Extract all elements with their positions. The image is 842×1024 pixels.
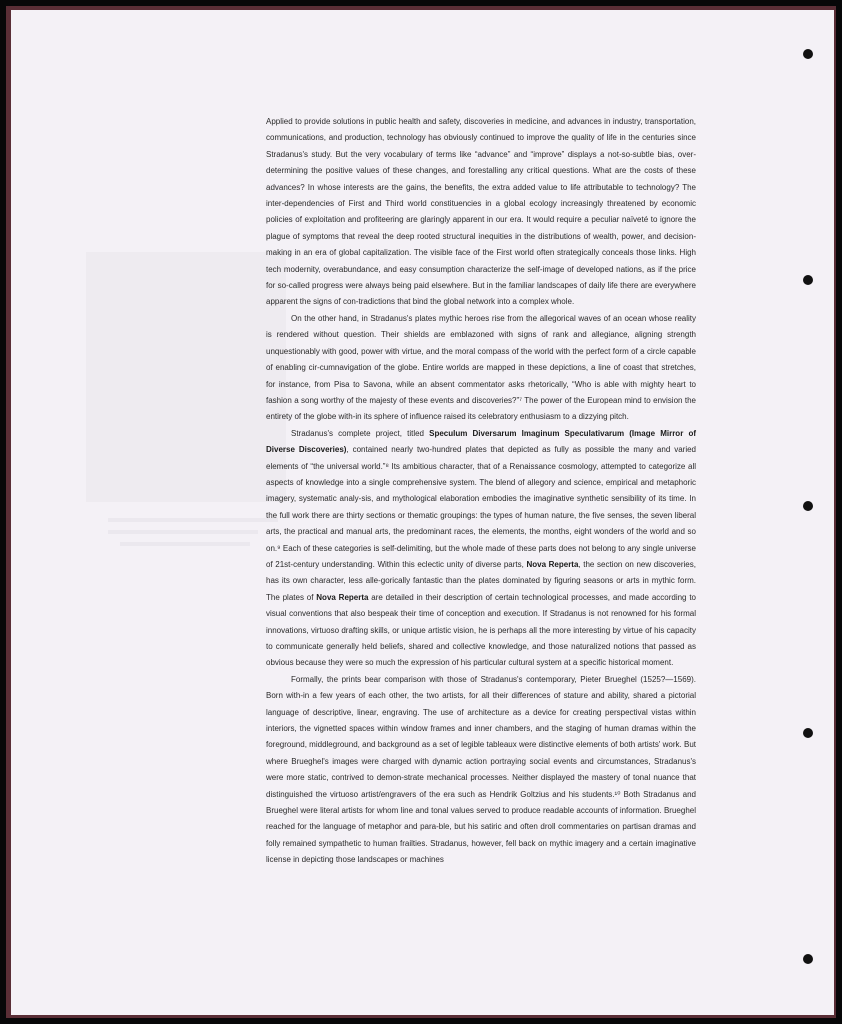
emphasized-title: Nova Reperta [316,592,369,602]
body-text [266,114,696,869]
paragraph [266,311,696,426]
emphasized-title: Speculum Diversarum Imaginum Speculativarum (Image Mirror of Diverse Discoveries) [266,428,696,455]
text-run: , the section on new discoveries, has its own character, less alle-gorically fantastic than the plates dominated by figuring seasons or arts in mythic form. The plates of [266,559,696,602]
binder-hole [803,501,813,511]
paragraph [266,114,696,311]
text-run: Formally, the prints bear comparison with those of Stradanus's contemporary, Pieter Brueghel (1525?—1569). Born with-in a few years of each other, the two artists, for all their differences of stature and ability, shared a pictorial language of descriptive, linear, engraving. The use of architecture as a device for creating perspectival vistas within interiors, the vignetted spaces within window frames and inner chambers, and the staging of human dramas within the foreground, middleground, and background as a set of legible tableaux were distinctive elements of both artists' work. But where Brueghel's images were charged with dynamic action portraying social events and circumstances, Stradanus's were more static, contrived to demon-strate mechanical processes. Neither displayed the mastery of tonal nuance that distinguished the virtuoso artist/engravers of the era such as Hendrik Goltzius and his students.¹⁰ Both Stradanus and Brueghel were literal artists for whom line and tonal values served to produce readable accounts of information. Brueghel reached for the language of metaphor and para-ble, but his satiric and often droll commentaries on partisan dramas and folly remained sympathetic to human frailties. Stradanus, however, fell back on mythic imagery and a certain imaginative license in depicting those landscapes or machines [266,674,696,865]
binder-hole [803,49,813,59]
emphasized-title: Nova Reperta [526,559,579,569]
paragraph [266,426,696,672]
show-through-image [86,252,286,502]
show-through-caption [120,542,250,546]
binder-hole [803,275,813,285]
show-through-caption [108,530,258,534]
show-through-caption [108,518,278,522]
text-run: Stradanus's complete project, titled [291,428,430,438]
paragraph [266,672,696,869]
text-run: On the other hand, in Stradanus's plates mythic heroes rise from the allegorical waves of an ocean whose reality is rendered without question. Their shields are emblazoned with signs of rank and allegiance, aligning strength unquestionably with good, power with virtue, and the moral compass of the world with the perfect form of a circle capable of enabling cir-cumnavigation of the globe. Entire worlds are mapped in these depictions, a line of coast that stretches, for instance, from Pisa to Savona, while an absent commentator asks rhetorically, “Who is able with mighty heart to fashion a song worthy of the majesty of these events and discoveries?”⁷ The power of the European mind to envision the entirety of the globe with-in its sphere of influence raised its celebratory enthusiasm to a dizzying pitch. [266,313,696,422]
binder-hole [803,954,813,964]
text-run: , contained nearly two-hundred plates that depicted as fully as possible the many and varied elements of “the universal world.”⁸ Its ambitious character, that of a Renaissance cosmology, attempted to categorize all aspects of knowledge into a single comprehensive system. The blend of allegory and science, empirical and metaphoric imagery, systematic analy-sis, and mythological elaboration embodies the imaginative synthetic sensibility of its time. In the full work there are thirty sections or thematic groupings: the types of human nature, the five senses, the seven liberal arts, the practical and manual arts, the predominant races, the elements, the months, eight wonders of the world and so on.⁹ Each of these categories is self-delimiting, but the whole made of these parts does not belong to any single universe of 21st-century understanding. Within this eclectic unity of diverse parts, [266,445,697,569]
text-run: are detailed in their description of certain technological processes, and made according to visual conventions that also bespeak their time of conception and execution. If Stradanus is not renowned for his formal innovations, virtuoso drafting skills, or unique artistic vision, he is perhaps all the more interesting by virtue of his capacity to communicate generally held beliefs, shared and collective knowledge, and those naturalized notions that passed as obvious because they were so much the expression of his particular cultural system at a specific historical moment. [266,592,697,668]
binder-hole [803,728,813,738]
text-run: Applied to provide solutions in public health and safety, discoveries in medicine, and advances in industry, transportation, communications, and production, technology has obviously continued to improve the quality of life in the centuries since Stradanus's study. But the very vocabulary of terms like “advance” and “improve” displays a not-so-subtle bias, over-determining the positive values of these changes, and forestalling any critical questions. What are the costs of these advances? In whose interests are the gains, the benefits, the extra added value to life attributable to technology? The inter-dependencies of First and Third world constituencies in a global ecology increasingly threatened by economic policies of exploitation and profiteering are glaringly apparent in our era. It would require a peculiar naïveté to ignore the plague of symptoms that reveal the deep rooted structural inequities in the distributions of wealth, power, and decision-making in an era of global capitalization. The visible face of the First world often strategically conceals those links. High tech modernity, overabundance, and easy consumption characterize the self-image of developed nations, as if the price for so-called progress were always being paid elsewhere. But in the familiar landscapes of daily life there are everywhere apparent the signs of con-tradictions that bind the global network into a complex whole. [266,117,696,307]
